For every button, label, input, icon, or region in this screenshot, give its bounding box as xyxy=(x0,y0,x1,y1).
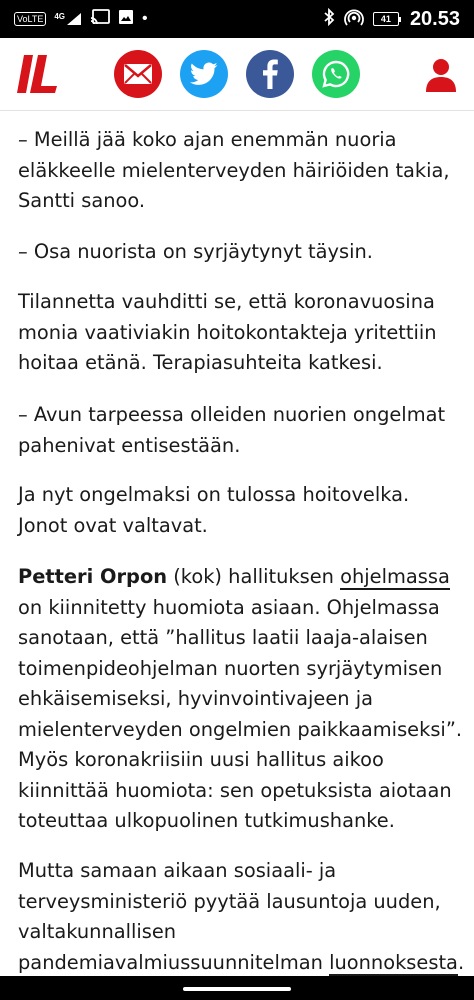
paragraph: – Meillä jää koko ajan enemmän nuoria eläkkeelle mielenterveyden häiriöiden takia, Santti sanoo. xyxy=(18,128,450,212)
person-name: Petteri Orpon xyxy=(18,565,168,588)
hotspot-icon xyxy=(344,8,364,31)
user-icon xyxy=(422,79,460,98)
twitter-icon xyxy=(190,62,218,86)
email-share-button[interactable] xyxy=(114,50,162,98)
email-icon xyxy=(123,63,153,85)
image-icon xyxy=(118,9,134,30)
facebook-icon xyxy=(262,59,278,89)
whatsapp-icon xyxy=(321,59,351,89)
status-bar xyxy=(0,0,474,38)
volte-icon: VoLTE xyxy=(14,12,46,26)
paragraph: Petteri Orpon (kok) hallituksen ohjelmassa on kiinnitetty huomiota asiaan. Ohjelmassa sanotaan, että ”hallitus laatii laaja-alaisen toimenpideohjelman nuorten syrjäytymisen ehkäisemiseksi, hyvinvointivajeen ja mielenterveyden ongelmien paikkaamiseksi”. Myös koronakriisiin uusi hallitus aikoo kiinnittää huomiota: sen opetuksista aiotaan toteuttaa ulkopuolinen tutkimushanke. xyxy=(18,565,463,832)
home-gesture-pill[interactable] xyxy=(183,987,291,991)
twitter-share-button[interactable] xyxy=(180,50,228,98)
system-nav-bar xyxy=(0,976,474,1000)
luonnoksesta-link[interactable]: luonnoksesta xyxy=(329,950,458,974)
bluetooth-icon xyxy=(323,8,335,31)
paragraph: – Osa nuorista on syrjäytynyt täysin. xyxy=(18,240,373,263)
whatsapp-share-button[interactable] xyxy=(312,50,360,98)
cast-icon xyxy=(90,9,110,30)
il-logo[interactable] xyxy=(16,51,60,97)
paragraph: – Avun tarpeessa olleiden nuorien ongelmat pahenivat entisestään. xyxy=(18,403,446,457)
clock: 20.53 xyxy=(409,7,460,30)
user-account-button[interactable] xyxy=(422,56,460,94)
app-header xyxy=(0,38,474,111)
dot-icon: • xyxy=(142,10,148,27)
paragraph: Mutta samaan aikaan sosiaali- ja terveysministeriö pyytää lausuntoja uuden, valtakunnallisen pandemiavalmiussuunnitelman luonnoksesta. xyxy=(18,859,465,974)
signal-icon: 4G xyxy=(54,12,82,26)
paragraph: Ja nyt ongelmaksi on tulossa hoitovelka. Jonot ovat valtavat. xyxy=(18,483,410,537)
paragraph: Tilannetta vauhditti se, että koronavuosina monia vaativiakin hoitokontakteja yritettiin hoitaa etänä. Terapiasuhteita katkesi. xyxy=(18,290,437,374)
facebook-share-button[interactable] xyxy=(246,50,294,98)
ohjelmassa-link[interactable]: ohjelmassa xyxy=(340,565,450,588)
battery-icon: 41 xyxy=(373,12,401,26)
